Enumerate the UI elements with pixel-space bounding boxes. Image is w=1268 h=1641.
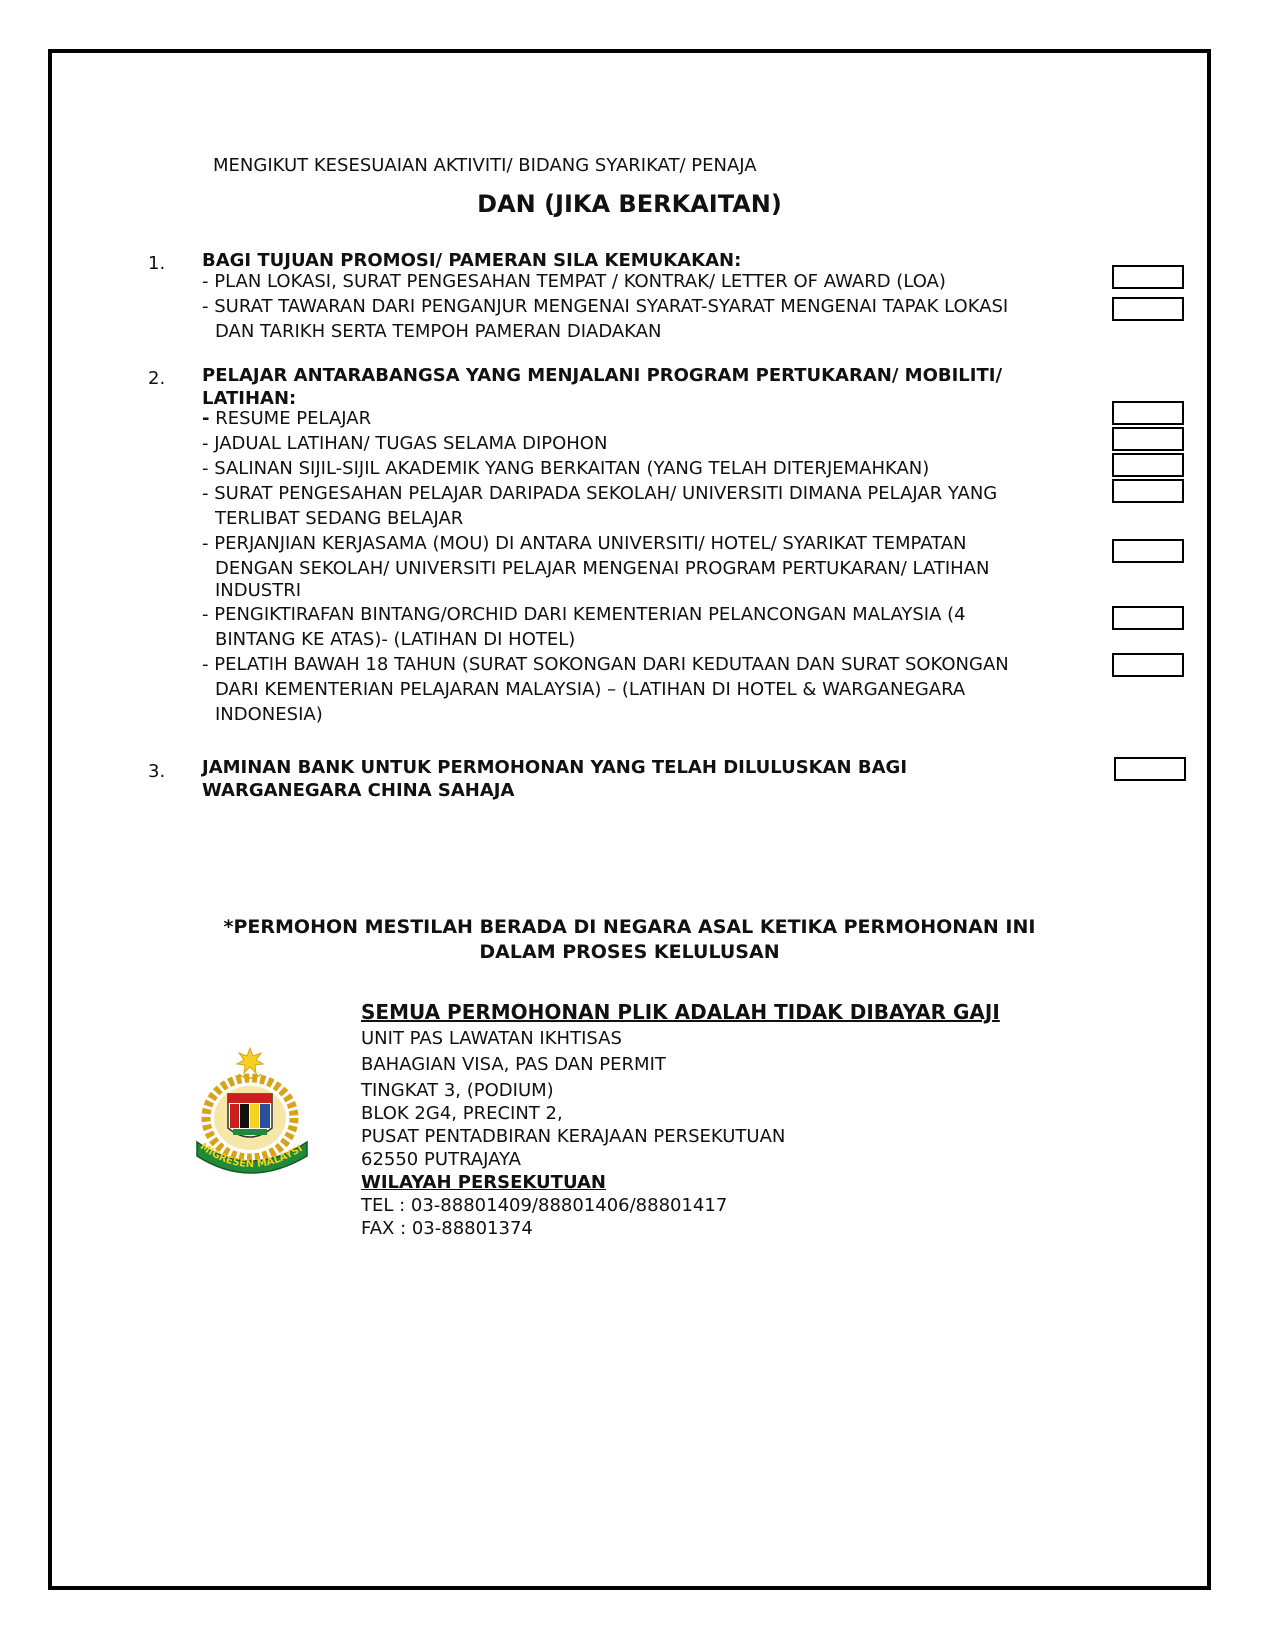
contact-tel: TEL : 03-88801409/88801406/88801417: [361, 1195, 728, 1216]
section-2-item-1: [202, 408, 371, 430]
contact-block-address: BLOK 2G4, PRECINT 2,: [361, 1103, 563, 1124]
section-1-number: 1.: [148, 253, 166, 274]
contact-region: WILAYAH PERSEKUTUAN: [361, 1172, 606, 1193]
ribbon-text: MIGRESEN MALAYSI: [197, 1141, 305, 1171]
contact-fax: FAX : 03-88801374: [361, 1218, 533, 1239]
immigration-crest-logo: [195, 1046, 313, 1183]
section-2-item-1-text: RESUME PELAJAR: [209, 408, 372, 429]
subheading: DAN (JIKA BERKAITAN): [477, 190, 782, 218]
contact-floor: TINGKAT 3, (PODIUM): [361, 1080, 554, 1101]
checkbox-student-confirmation-letter[interactable]: [1112, 479, 1184, 503]
checkbox-promo-location-plan[interactable]: [1112, 265, 1184, 289]
section-2-item-5-cont2: INDUSTRI: [215, 580, 302, 601]
notice-text: [52, 915, 1207, 965]
contact-centre: PUSAT PENTADBIRAN KERAJAAN PERSEKUTUAN: [361, 1126, 786, 1147]
section-2-heading: PELAJAR ANTARABANGSA YANG MENJALANI PROGRAM PERTUKARAN/ MOBILITI/ LATIHAN:: [202, 365, 1003, 409]
checkbox-trainee-under-18[interactable]: [1112, 653, 1184, 677]
checkbox-bank-guarantee[interactable]: [1114, 757, 1186, 781]
checkbox-training-schedule[interactable]: [1112, 427, 1184, 451]
document-page: [48, 49, 1211, 1590]
crest-emblem: [195, 1046, 313, 1178]
notice-inner: *PERMOHON MESTILAH BERADA DI NEGARA ASAL KETIKA PERMOHONAN INI DALAM PROSES KELULUSAN: [223, 916, 1036, 963]
checkbox-star-orchid-recognition[interactable]: [1112, 606, 1184, 630]
section-1-item-2: - SURAT TAWARAN DARI PENGANJUR MENGENAI SYARAT-SYARAT MENGENAI TAPAK LOKASI: [202, 296, 1009, 317]
section-3-heading: JAMINAN BANK UNTUK PERMOHONAN YANG TELAH DILULUSKAN BAGI WARGANEGARA CHINA SAHAJA: [202, 757, 908, 801]
contact-title: SEMUA PERMOHONAN PLIK ADALAH TIDAK DIBAYAR GAJI: [361, 1000, 1000, 1024]
contact-block: [361, 1001, 1000, 1240]
section-2-item-2: - JADUAL LATIHAN/ TUGAS SELAMA DIPOHON: [202, 433, 608, 454]
contact-division: BAHAGIAN VISA, PAS DAN PERMIT: [361, 1054, 666, 1075]
checkbox-promo-organizer-offer[interactable]: [1112, 297, 1184, 321]
section-2-item-4-cont: TERLIBAT SEDANG BELAJAR: [215, 508, 464, 529]
checkbox-academic-certificates[interactable]: [1112, 453, 1184, 477]
section-2-number: 2.: [148, 368, 166, 389]
section-2-item-6: - PENGIKTIRAFAN BINTANG/ORCHID DARI KEMENTERIAN PELANCONGAN MALAYSIA (4: [202, 604, 966, 625]
section-2-item-4: - SURAT PENGESAHAN PELAJAR DARIPADA SEKOLAH/ UNIVERSITI DIMANA PELAJAR YANG: [202, 483, 998, 504]
section-2-item-7-cont: DARI KEMENTERIAN PELAJARAN MALAYSIA) – (LATIHAN DI HOTEL & WARGANEGARA: [215, 679, 966, 700]
checkbox-student-resume[interactable]: [1112, 401, 1184, 425]
section-2-item-3: - SALINAN SIJIL-SIJIL AKADEMIK YANG BERKAITAN (YANG TELAH DITERJEMAHKAN): [202, 458, 930, 479]
contact-postcode: 62550 PUTRAJAYA: [361, 1149, 521, 1170]
section-2-item-6-cont: BINTANG KE ATAS)- (LATIHAN DI HOTEL): [215, 629, 576, 650]
section-3-number: 3.: [148, 761, 166, 782]
contact-unit: UNIT PAS LAWATAN IKHTISAS: [361, 1028, 622, 1049]
star-icon: [237, 1048, 263, 1073]
section-2-item-5-cont: DENGAN SEKOLAH/ UNIVERSITI PELAJAR MENGENAI PROGRAM PERTUKARAN/ LATIHAN: [215, 558, 990, 579]
section-1-item-2-cont: DAN TARIKH SERTA TEMPOH PAMERAN DIADAKAN: [215, 321, 662, 342]
intro-text: MENGIKUT KESESUAIAN AKTIVITI/ BIDANG SYARIKAT/ PENAJA: [213, 155, 757, 176]
section-2-item-7-cont2: INDONESIA): [215, 704, 323, 725]
section-2-item-5: - PERJANJIAN KERJASAMA (MOU) DI ANTARA UNIVERSITI/ HOTEL/ SYARIKAT TEMPATAN: [202, 533, 967, 554]
checkbox-mou-agreement[interactable]: [1112, 539, 1184, 563]
section-2-item-7: - PELATIH BAWAH 18 TAHUN (SURAT SOKONGAN DARI KEDUTAAN DAN SURAT SOKONGAN: [202, 654, 1009, 675]
section-1-item-1: - PLAN LOKASI, SURAT PENGESAHAN TEMPAT / KONTRAK/ LETTER OF AWARD (LOA): [202, 271, 946, 292]
bold-dash: -: [202, 408, 210, 429]
section-1-heading: BAGI TUJUAN PROMOSI/ PAMERAN SILA KEMUKAKAN:: [202, 250, 742, 271]
shield-icon: [228, 1094, 272, 1137]
